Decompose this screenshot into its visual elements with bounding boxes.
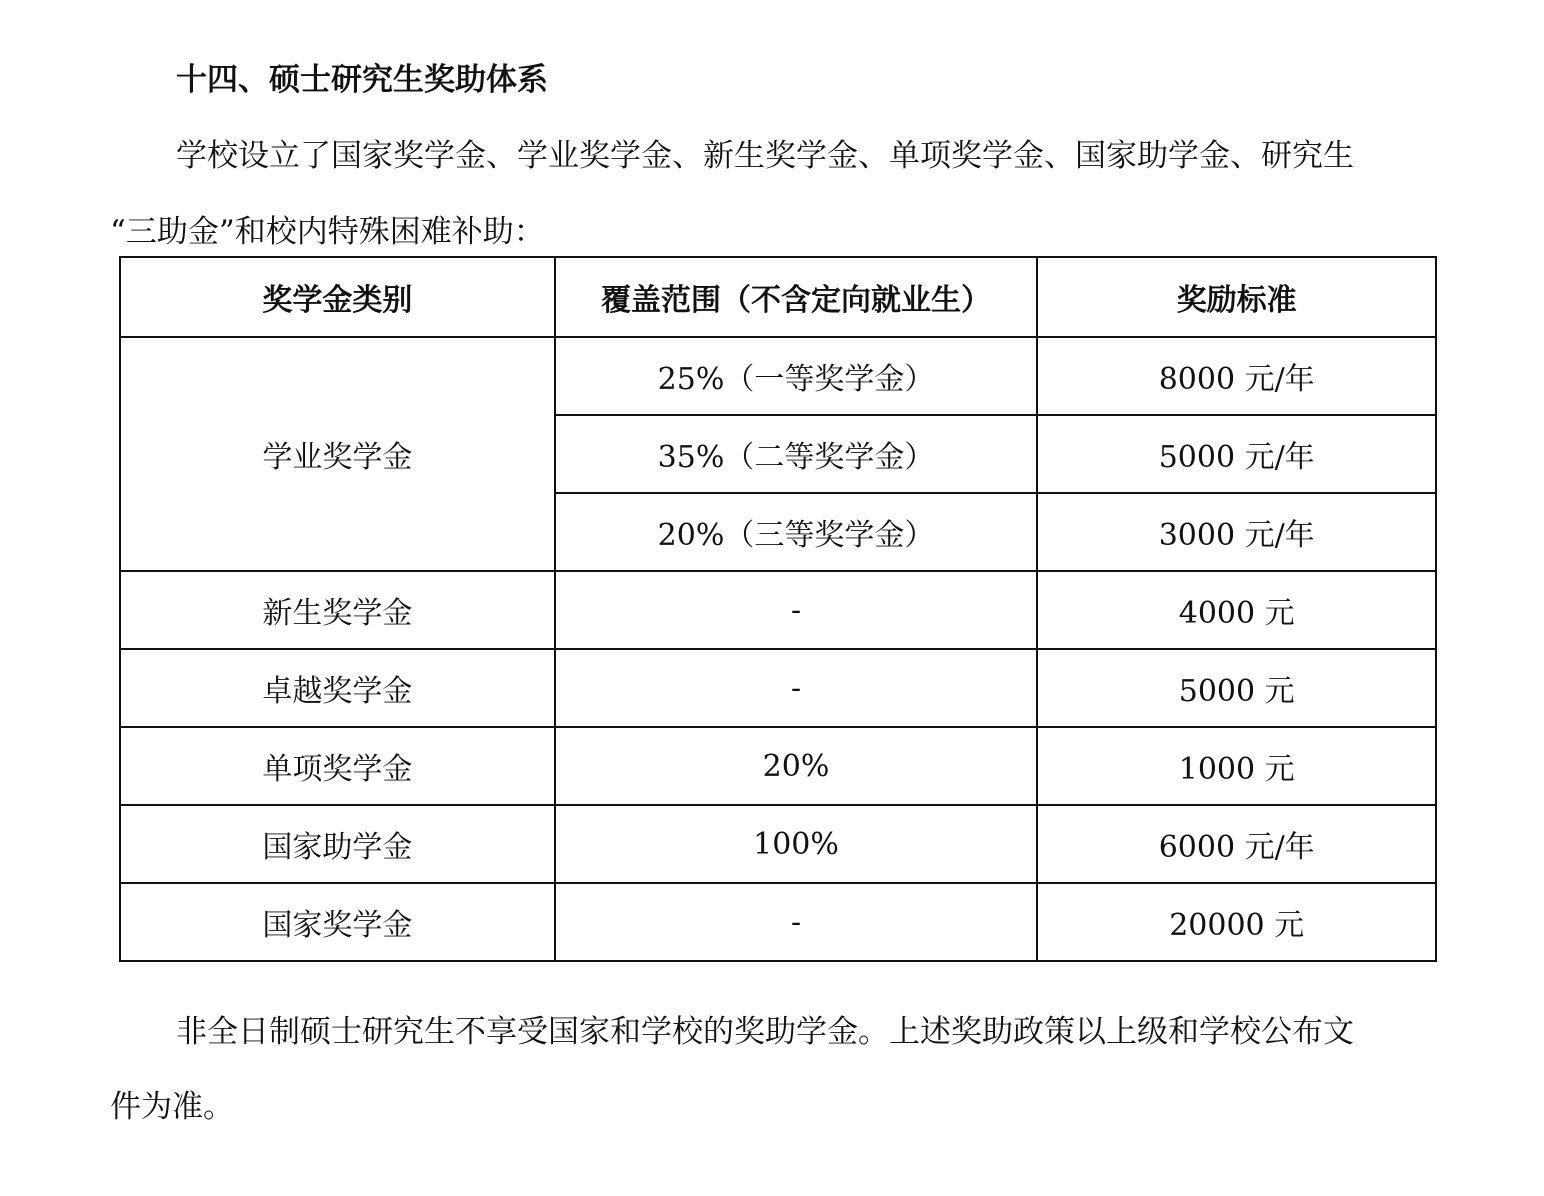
table-header-row xyxy=(120,257,1436,337)
standard-cell: 3000 元/年 xyxy=(1037,493,1436,571)
standard-cell: 5000 元/年 xyxy=(1037,415,1436,493)
note-paragraph-line-1: 非全日制硕士研究生不享受国家和学校的奖助学金。上述奖助政策以上级和学校公布文 xyxy=(176,1014,1354,1050)
coverage-cell: 20%（三等奖学金） xyxy=(555,493,1038,571)
header-coverage: 覆盖范围（不含定向就业生） xyxy=(555,257,1038,337)
standard-cell: 6000 元/年 xyxy=(1037,805,1436,883)
standard-cell: 5000 元 xyxy=(1037,649,1436,727)
section-heading: 十四、硕士研究生奖助体系 xyxy=(176,62,548,98)
header-category: 奖学金类别 xyxy=(120,257,555,337)
category-cell: 新生奖学金 xyxy=(120,571,555,649)
standard-cell: 4000 元 xyxy=(1037,571,1436,649)
table-row xyxy=(120,337,1436,415)
header-standard: 奖励标准 xyxy=(1037,257,1436,337)
table-row xyxy=(120,571,1436,649)
scholarship-table xyxy=(119,256,1437,962)
category-cell: 国家助学金 xyxy=(120,805,555,883)
table-row xyxy=(120,805,1436,883)
intro-paragraph-line-2: “三助金”和校内特殊困难补助： xyxy=(110,214,545,250)
coverage-cell: 25%（一等奖学金） xyxy=(555,337,1038,415)
note-paragraph-line-2: 件为准。 xyxy=(110,1089,234,1125)
academic-scholarship-name: 学业奖学金 xyxy=(120,337,555,571)
table-row xyxy=(120,649,1436,727)
coverage-cell: 35%（二等奖学金） xyxy=(555,415,1038,493)
coverage-cell: 20% xyxy=(555,727,1038,805)
category-cell: 国家奖学金 xyxy=(120,883,555,961)
category-cell: 单项奖学金 xyxy=(120,727,555,805)
coverage-cell: - xyxy=(555,649,1038,727)
coverage-cell: - xyxy=(555,883,1038,961)
standard-cell: 1000 元 xyxy=(1037,727,1436,805)
coverage-cell: 100% xyxy=(555,805,1038,883)
category-cell: 卓越奖学金 xyxy=(120,649,555,727)
standard-cell: 20000 元 xyxy=(1037,883,1436,961)
coverage-cell: - xyxy=(555,571,1038,649)
table-row xyxy=(120,883,1436,961)
intro-paragraph-line-1: 学校设立了国家奖学金、学业奖学金、新生奖学金、单项奖学金、国家助学金、研究生 xyxy=(176,138,1354,174)
table-row xyxy=(120,727,1436,805)
standard-cell: 8000 元/年 xyxy=(1037,337,1436,415)
